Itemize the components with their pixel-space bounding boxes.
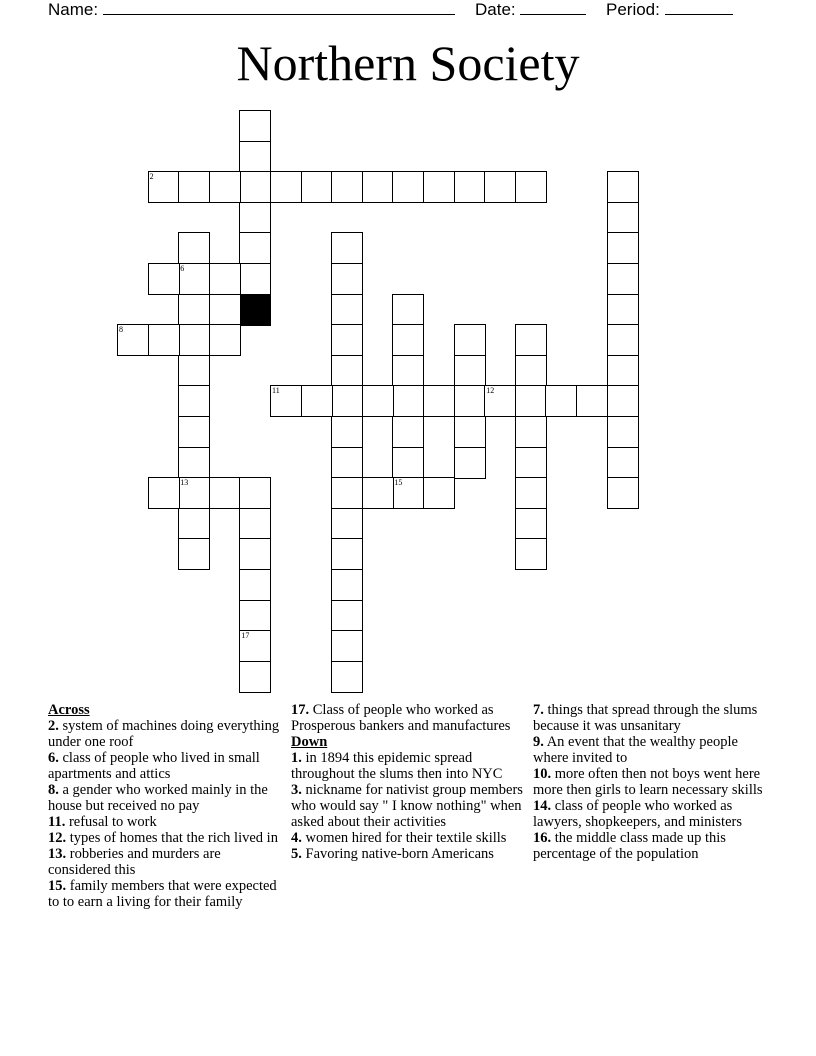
grid-cell[interactable] <box>331 569 363 601</box>
grid-cell[interactable] <box>515 385 547 417</box>
clue-label: 3. <box>291 782 302 798</box>
grid-cell[interactable] <box>545 385 577 417</box>
grid-cell[interactable] <box>392 294 424 326</box>
grid-cell[interactable] <box>515 447 547 479</box>
clue-label: 1. <box>291 750 302 766</box>
grid-cell[interactable] <box>607 447 639 479</box>
grid-cell[interactable] <box>484 171 516 203</box>
clue-number: 8 <box>119 325 123 335</box>
grid-cell[interactable] <box>301 171 333 203</box>
down-heading: Down <box>291 734 328 750</box>
clue-column-1 <box>48 702 283 910</box>
grid-cell[interactable] <box>515 477 547 509</box>
grid-cell[interactable] <box>454 355 486 387</box>
grid-cell[interactable] <box>576 385 608 417</box>
clue-label: 10. <box>533 766 552 782</box>
grid-cell[interactable] <box>362 171 394 203</box>
grid-cell[interactable] <box>239 477 271 509</box>
clue-column-2 <box>291 702 526 862</box>
grid-cell[interactable] <box>392 355 424 387</box>
grid-cell[interactable] <box>423 477 455 509</box>
clue-text: more often then not boys went here more then girls to learn necessary skills <box>533 766 763 798</box>
grid-cell[interactable] <box>423 385 455 417</box>
grid-cell[interactable] <box>331 416 363 448</box>
clue-number: 17 <box>241 631 250 641</box>
clue-label: 2. <box>48 718 59 734</box>
grid-cell[interactable] <box>209 263 241 295</box>
grid-cell[interactable] <box>178 385 210 417</box>
grid-cell[interactable] <box>331 171 363 203</box>
clue-label: 8. <box>48 782 59 798</box>
grid-cell[interactable] <box>331 385 363 417</box>
clue-text: Class of people who worked as Prosperous bankers and manufactures <box>291 702 511 734</box>
clue-number: 12 <box>486 386 495 396</box>
grid-cell[interactable] <box>239 202 271 234</box>
clue-label: 7. <box>533 702 544 718</box>
grid-cell[interactable] <box>362 477 394 509</box>
grid-cell[interactable] <box>148 263 180 295</box>
grid-cell[interactable] <box>607 324 639 356</box>
grid-cell[interactable] <box>301 385 333 417</box>
grid-cell[interactable] <box>148 477 180 509</box>
grid-cell[interactable] <box>454 385 486 417</box>
down-clue <box>533 798 768 830</box>
grid-cell[interactable] <box>239 661 271 693</box>
grid-cell[interactable] <box>607 385 639 417</box>
grid-cell[interactable] <box>178 263 210 295</box>
grid-cell[interactable] <box>209 477 241 509</box>
grid-cell[interactable] <box>331 477 363 509</box>
grid-cell[interactable] <box>331 630 363 662</box>
across-clue <box>291 702 526 734</box>
grid-cell[interactable] <box>362 385 394 417</box>
grid-cell[interactable] <box>270 385 302 417</box>
down-clue <box>291 782 526 830</box>
grid-cell[interactable] <box>209 171 241 203</box>
down-clue <box>533 702 768 734</box>
clue-column-3 <box>533 702 768 862</box>
grid-cell[interactable] <box>178 324 210 356</box>
grid-cell[interactable] <box>209 294 241 326</box>
grid-cell[interactable] <box>331 294 363 326</box>
grid-cell[interactable] <box>239 569 271 601</box>
grid-cell[interactable] <box>331 538 363 570</box>
clue-label: 12. <box>48 830 67 846</box>
clue-text: in 1894 this epidemic spread throughout the slums then into NYC <box>291 750 503 782</box>
grid-cell[interactable] <box>117 324 149 356</box>
grid-cell[interactable] <box>331 355 363 387</box>
grid-cell[interactable] <box>148 324 180 356</box>
grid-cell[interactable] <box>423 171 455 203</box>
clue-text: types of homes that the rich lived in <box>66 830 278 846</box>
grid-cell[interactable] <box>607 263 639 295</box>
grid-cell[interactable] <box>178 294 210 326</box>
grid-cell[interactable] <box>454 324 486 356</box>
grid-cell[interactable] <box>392 416 424 448</box>
across-clue <box>48 750 283 782</box>
grid-cell[interactable] <box>239 508 271 540</box>
grid-cell[interactable] <box>239 600 271 632</box>
grid-cell[interactable] <box>392 447 424 479</box>
grid-cell[interactable] <box>331 661 363 693</box>
grid-cell[interactable] <box>178 447 210 479</box>
across-heading: Across <box>48 702 90 718</box>
clue-label: 13. <box>48 846 67 862</box>
clue-label: 17. <box>291 702 310 718</box>
grid-cell[interactable] <box>392 385 424 417</box>
grid-cell[interactable] <box>454 447 486 479</box>
clue-label: 16. <box>533 830 552 846</box>
across-clue <box>48 814 283 830</box>
across-clue <box>48 782 283 814</box>
grid-cell[interactable] <box>515 355 547 387</box>
grid-cell[interactable] <box>331 324 363 356</box>
down-clue <box>291 750 526 782</box>
grid-cell[interactable] <box>209 324 241 356</box>
down-clue <box>533 830 768 862</box>
across-clue <box>48 718 283 750</box>
clue-label: 4. <box>291 830 302 846</box>
grid-cell[interactable] <box>239 630 271 662</box>
down-clue <box>291 846 526 862</box>
clue-text: class of people who lived in small apartments and attics <box>48 750 260 782</box>
grid-cell[interactable] <box>484 385 516 417</box>
clue-text: class of people who worked as lawyers, shopkeepers, and ministers <box>533 798 742 830</box>
grid-cell[interactable] <box>270 171 302 203</box>
name-label: Name: <box>48 0 99 19</box>
grid-cell[interactable] <box>607 171 639 203</box>
grid-cell[interactable] <box>239 538 271 570</box>
grid-cell[interactable] <box>178 355 210 387</box>
black-cell <box>239 294 271 326</box>
grid-cell[interactable] <box>607 416 639 448</box>
grid-cell[interactable] <box>331 263 363 295</box>
grid-cell[interactable] <box>178 416 210 448</box>
down-clue <box>533 766 768 798</box>
grid-cell[interactable] <box>331 232 363 264</box>
clue-number: 15 <box>394 478 403 488</box>
grid-cell[interactable] <box>178 232 210 264</box>
across-clue <box>48 878 283 910</box>
grid-cell[interactable] <box>607 355 639 387</box>
grid-cell[interactable] <box>239 263 271 295</box>
grid-cell[interactable] <box>515 538 547 570</box>
clue-number: 13 <box>180 478 189 488</box>
grid-cell[interactable] <box>178 477 210 509</box>
grid-cell[interactable] <box>239 110 271 142</box>
grid-cell[interactable] <box>239 141 271 173</box>
clue-text: refusal to work <box>65 814 157 830</box>
date-label: Date: <box>475 0 516 19</box>
across-clue <box>48 846 283 878</box>
grid-cell[interactable] <box>178 538 210 570</box>
clue-text: An event that the wealthy people where invited to <box>533 734 738 766</box>
grid-cell[interactable] <box>148 171 180 203</box>
clue-label: 6. <box>48 750 59 766</box>
grid-cell[interactable] <box>239 171 271 203</box>
clue-text: system of machines doing everything under one roof <box>48 718 280 750</box>
grid-cell[interactable] <box>515 171 547 203</box>
grid-cell[interactable] <box>607 294 639 326</box>
clue-label: 15. <box>48 878 67 894</box>
grid-cell[interactable] <box>607 202 639 234</box>
grid-cell[interactable] <box>392 171 424 203</box>
grid-cell[interactable] <box>454 416 486 448</box>
down-clue <box>533 734 768 766</box>
grid-cell[interactable] <box>515 324 547 356</box>
clue-number: 6 <box>180 264 185 273</box>
grid-cell[interactable] <box>331 447 363 479</box>
clue-text: a gender who worked mainly in the house but received no pay <box>48 782 268 814</box>
clue-label: 9. <box>533 734 544 750</box>
clue-text: things that spread through the slums because it was unsanitary <box>533 702 758 734</box>
grid-cell[interactable] <box>515 508 547 540</box>
grid-cell[interactable] <box>607 477 639 509</box>
grid-cell[interactable] <box>178 171 210 203</box>
page-title: Northern Society <box>236 35 580 91</box>
clue-text: the middle class made up this percentage of the population <box>533 830 726 862</box>
clue-text: family members that were expected to to earn a living for their family <box>48 878 277 910</box>
clue-label: 14. <box>533 798 552 814</box>
grid-cell[interactable] <box>607 232 639 264</box>
grid-cell[interactable] <box>178 508 210 540</box>
down-clue <box>291 830 526 846</box>
clue-number: 11 <box>272 386 280 396</box>
clue-label: 5. <box>291 846 302 862</box>
clue-label: 11. <box>48 814 66 830</box>
clue-number: 2 <box>149 172 154 182</box>
grid-cell[interactable] <box>331 600 363 632</box>
grid-cell[interactable] <box>392 324 424 356</box>
grid-cell[interactable] <box>454 171 486 203</box>
clue-text: robberies and murders are considered this <box>48 846 221 878</box>
period-label: Period: <box>606 0 660 19</box>
grid-cell[interactable] <box>239 232 271 264</box>
grid-cell[interactable] <box>392 477 424 509</box>
grid-cell[interactable] <box>331 508 363 540</box>
clue-text: Favoring native-born Americans <box>301 846 494 862</box>
across-clue <box>48 830 283 846</box>
grid-cell[interactable] <box>515 416 547 448</box>
clue-text: nickname for nativist group members who would say " I know nothing" when asked about their activities <box>291 782 523 830</box>
clue-text: women hired for their textile skills <box>301 830 507 846</box>
